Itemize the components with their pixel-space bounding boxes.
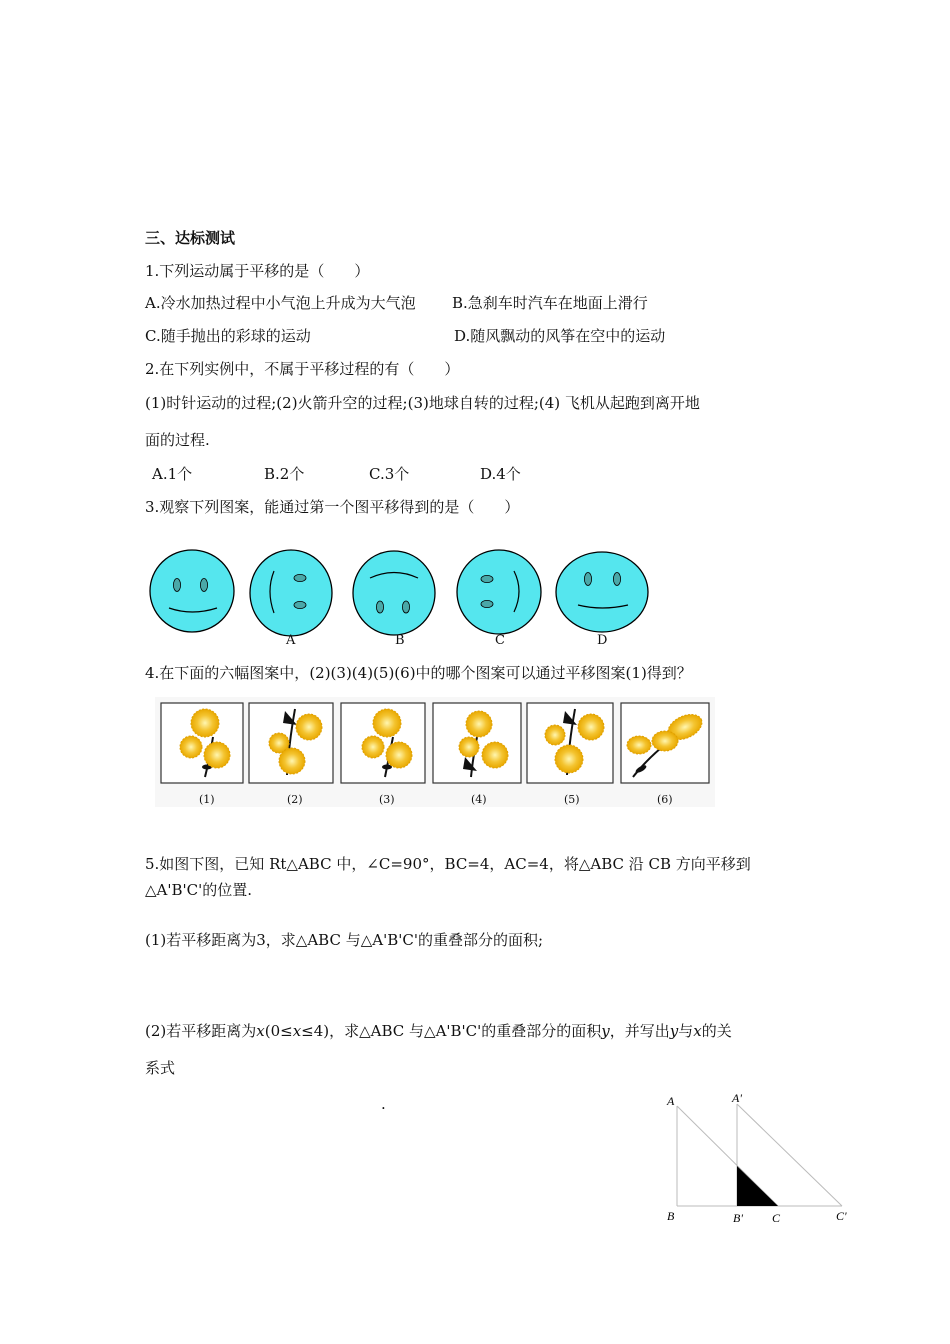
q2-stem: 2.在下列实例中，不属于平移过程的有（ ）	[145, 360, 460, 378]
section-title: 三、达标测试	[145, 229, 236, 247]
face-original	[150, 550, 234, 632]
label-b: B	[667, 1209, 675, 1223]
face-option-b	[353, 551, 435, 635]
q1-stem: 1.下列运动属于平移的是（ ）	[145, 262, 370, 280]
q4-label-6: (6)	[657, 793, 673, 806]
q4-stem: 4.在下面的六幅图案中，(2)(3)(4)(5)(6)中的哪个图案可以通过平移图案(1)得到？	[145, 664, 692, 682]
label-a: A	[667, 1094, 675, 1108]
q1-option-d: D.随风飘动的风筝在空中的运动	[454, 327, 666, 345]
q5-part2-line1: (2)若平移距离为x(0≤x≤4)，求△ABC 与△A'B'C'的重叠部分的面积y，并写出y与x的关	[145, 1022, 732, 1040]
q3-label-c: C	[495, 633, 505, 648]
q5-part2-line2: 系式	[145, 1059, 176, 1077]
flower-pattern-2	[249, 703, 333, 783]
flower-pattern-4	[433, 703, 521, 783]
flower-pattern-5	[527, 703, 613, 783]
flower-pattern-6	[621, 703, 709, 783]
q3-label-a: A	[286, 633, 296, 648]
label-c-prime: C'	[836, 1209, 847, 1223]
q4-label-1: (1)	[199, 793, 215, 806]
q2-option-d: D.4个	[480, 465, 521, 483]
q4-label-3: (3)	[379, 793, 395, 806]
face-option-a	[250, 550, 332, 636]
label-c: C	[772, 1211, 781, 1225]
q4-label-4: (4)	[471, 793, 487, 806]
translation-triangle-figure	[660, 1088, 860, 1233]
q3-stem: 3.观察下列图案，能通过第一个图平移得到的是（ ）	[145, 498, 520, 516]
face-option-d	[556, 552, 648, 632]
q2-option-c: C.3个	[369, 465, 410, 483]
q4-label-2: (2)	[287, 793, 303, 806]
stray-dot: .	[381, 1095, 386, 1113]
q2-option-b: B.2个	[264, 465, 305, 483]
q5-stem-line2: △A'B'C'的位置.	[145, 881, 253, 899]
q3-label-b: B	[395, 633, 405, 648]
face-option-c	[457, 550, 541, 634]
q4-flowers-figure	[155, 697, 715, 807]
q5-stem-line1: 5.如图下图，已知 Rt△ABC 中，∠C=90°，BC=4，AC=4，将△ABC 沿 CB 方向平移到	[145, 855, 751, 873]
q2-option-a: A.1个	[152, 465, 193, 483]
q5-part1: (1)若平移距离为3，求△ABC 与△A'B'C'的重叠部分的面积;	[145, 931, 543, 949]
q2-line1: (1)时针运动的过程;(2)火箭升空的过程;(3)地球自转的过程;(4) 飞机从起跑到离开地	[145, 394, 700, 412]
q3-label-d: D	[597, 633, 608, 648]
flower-pattern-1	[161, 703, 243, 783]
q4-label-5: (5)	[564, 793, 580, 806]
flower-pattern-3	[341, 703, 425, 783]
q1-option-a: A.冷水加热过程中小气泡上升成为大气泡	[145, 294, 416, 312]
q1-option-c: C.随手抛出的彩球的运动	[145, 327, 311, 345]
label-a-prime: A'	[732, 1091, 742, 1105]
label-b-prime: B'	[733, 1211, 743, 1225]
q2-line2: 面的过程.	[145, 431, 210, 449]
q1-option-b: B.急刹车时汽车在地面上滑行	[452, 294, 648, 312]
